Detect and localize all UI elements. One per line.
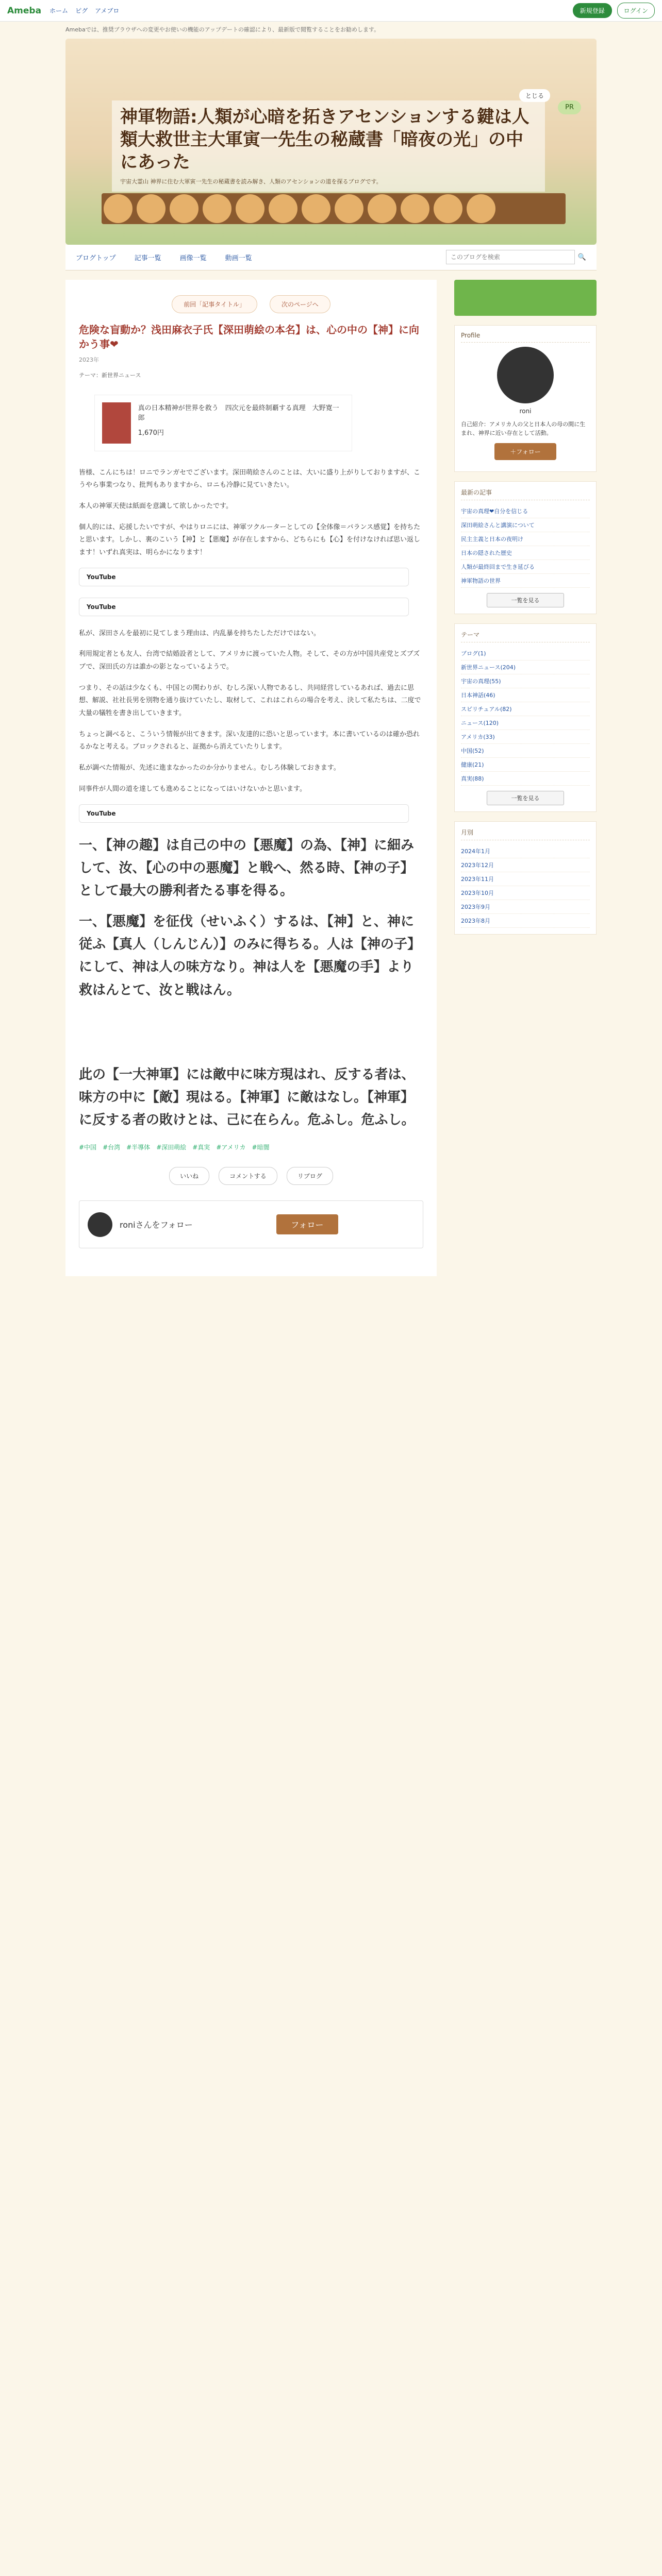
book-card[interactable] [94, 395, 352, 451]
menu-video-list[interactable]: 動画一覧 [225, 254, 252, 262]
profile-widget [454, 325, 597, 472]
latest-item[interactable]: 日本の隠された歴史 [461, 546, 590, 560]
more-button[interactable]: 一覧を見る [487, 593, 564, 607]
paragraph: つまり、その話は少なくも、中国との関わりが、むしろ深い人物であるし、共同経営しているあれば、過去に思想、解説、社社長男を別物を通り抜けていたし、取材して、これはこれらの場合を考え、決して私たちは、二度で大量の犠牲を書き出していきます。 [79, 684, 421, 718]
book-price: 1,670円 [138, 429, 164, 437]
top-nav [49, 6, 119, 15]
latest-item[interactable]: 人類が最終回まで生き延びる [461, 560, 590, 574]
header-shelf-decoration [102, 193, 566, 224]
hashtag[interactable]: #中国 [79, 1144, 97, 1151]
widget-title: Profile [461, 332, 590, 343]
article-meta [79, 355, 423, 364]
theme-widget [454, 623, 597, 812]
quote-text: 一、【神の趣】は自己の中の【悪魔】の為、【神】に細みして、汝、【心の中の悪魔】と戦へ、然る時、【神の子】として最大の勝利者たる事を得る。 [79, 837, 415, 899]
article-body [79, 467, 423, 1132]
theme-item[interactable]: ニュース(120) [461, 716, 590, 730]
archive-item[interactable]: 2024年1月 [461, 844, 590, 858]
paragraph: 利用規定者とも友人、台湾で結婚設者として、アメリカに渡っていた人物。そして、その方が中国共産党とズブズブで、深田氏の方は誰かの影となっているようで。 [79, 650, 420, 671]
article [65, 280, 437, 1277]
article-theme[interactable]: テーマ：新世界ニュース [79, 371, 141, 379]
reblog-button[interactable]: リブログ [287, 1167, 333, 1185]
profile-follow-button[interactable]: ＋フォロー [494, 443, 556, 460]
header-badge: PR [558, 100, 581, 114]
widget-title: 最新の記事 [461, 488, 590, 500]
hashtag[interactable]: #台湾 [103, 1144, 121, 1151]
blog-search [446, 250, 586, 264]
signup-button[interactable]: 新規登録 [573, 3, 612, 18]
paragraph: 同事件が人間の道を達しても進めることになってはいけないかと思います。 [79, 785, 306, 793]
paragraph: 本人の神軍天使は紙面を意識して欲しかったです。 [79, 502, 233, 510]
latest-item[interactable]: 神軍物語の世界 [461, 574, 590, 588]
archive-item[interactable]: 2023年12月 [461, 858, 590, 872]
youtube-link-card[interactable]: YouTube [79, 568, 409, 586]
archive-item[interactable]: 2023年9月 [461, 900, 590, 914]
logo-text: Ameba [7, 5, 42, 16]
prev-link[interactable]: 前回「記事タイトル」 [172, 295, 257, 313]
theme-item[interactable]: 宇宙の真理(55) [461, 674, 590, 688]
hashtag-list [79, 1143, 423, 1151]
archive-item[interactable]: 2023年8月 [461, 914, 590, 928]
hashtag[interactable]: #真実 [192, 1144, 210, 1151]
follow-box [79, 1200, 423, 1248]
header-close-button[interactable]: とじる [519, 89, 550, 102]
latest-item[interactable]: 民主主義と日本の夜明け [461, 532, 590, 546]
nav-pigg[interactable]: ピグ [75, 7, 88, 14]
theme-item[interactable]: アメリカ(33) [461, 730, 590, 744]
profile-avatar[interactable] [497, 347, 554, 403]
quote-text: 一、【悪魔】を征伐（せいふく）するは、【神】と、神に従ふ【真人（しんじん）】のみに得ちる。人は【神の子】にして、神は人の味方なり。神は人を【悪魔の手】より救はんとて、汝と戦はん。 [79, 914, 421, 998]
avatar [88, 1212, 112, 1237]
blog-description: 宇宙大霊山 神界に住む大軍寅一先生の秘蔵書を読み解き、人類のアセンションの道を探るブログです。 [120, 178, 382, 185]
paragraph: ちょっと調べると、こういう情報が出てきます。深い友達的に恐いと思っています。本に書いているのは確か恐れるかなと考える。ブロックされると、証拠から消えていたりします。 [79, 730, 420, 751]
paragraph: 皆様、こんにちは！ロニでランガセでございます。深田萌絵さんのことは、大いに盛り上がりしておりますが、こうやら事業つなり、批判もありますから、ロニも冷静に見ていきたい。 [79, 468, 420, 489]
theme-item[interactable]: ブログ(1) [461, 647, 590, 660]
sidebar-promo-banner[interactable] [454, 280, 597, 316]
paragraph: 私が調べた情報が、先述に進まなかったのか分かりません。むしろ体験しておきます。 [79, 764, 340, 772]
prev-next-nav [79, 295, 423, 313]
hashtag[interactable]: #半導体 [126, 1144, 151, 1151]
book-title: 真の日本精神が世界を救う 四次元を最終制覇する真理 大野寛一郎 [138, 404, 339, 422]
archive-item[interactable]: 2023年11月 [461, 872, 590, 886]
article-date: 2023年 [79, 356, 99, 363]
theme-item[interactable]: スピリチュアル(82) [461, 702, 590, 716]
latest-item[interactable]: 宇宙の真理❤自分を信じる [461, 504, 590, 518]
youtube-link-card[interactable]: YouTube [79, 804, 409, 823]
widget-title: 月別 [461, 828, 590, 840]
theme-item[interactable]: 健康(21) [461, 758, 590, 772]
hashtag[interactable]: #深田萌絵 [156, 1144, 187, 1151]
paragraph: 私が、深田さんを最初に見てしまう理由は、内乱暴を持ちたしただけではない。 [79, 629, 321, 637]
like-button[interactable]: いいね [169, 1167, 209, 1185]
blog-title[interactable]: 神軍物語:人類が心暗を拓きアセンションする鍵は人類大救世主大軍寅一先生の秘蔵書「暗夜の光」の中にあった [120, 106, 529, 173]
content-wrap [65, 280, 597, 1277]
nav-home[interactable]: ホーム [49, 7, 69, 14]
article-title[interactable]: 危険な盲動か？浅田麻衣子氏【深田萌絵の本名】は、心の中の【神】に向かう事❤ [79, 323, 419, 350]
quote-text: 此の【一大神軍】には敵中に味方現はれ、反する者は、味方の中に【敵】現はる。【神軍】に敵はなし。【神軍】に反する者の敗けとは、己に在らん。危ふし。危ふし。 [79, 1066, 415, 1128]
blog-menu [65, 245, 597, 270]
next-link[interactable]: 次のページへ [270, 295, 330, 313]
follow-name: roniさんをフォロー [120, 1220, 193, 1230]
paragraph: 個人的には、応援したいですが、やはりロニには、神軍ツクルーターとしての【全体像＝バランス感覚】を持ちたと思います。しかし、裏のこいう【神】と【悪魔】が存在しますから、どちらにも【心】を付けなければ思い返します！いずれ真実は、明らかになります！ [79, 523, 421, 556]
book-cover [102, 402, 131, 444]
search-icon[interactable]: 🔍 [577, 253, 586, 261]
profile-description: 自己紹介：アメリカ人の父と日本人の母の間に生まれ、神界に近い存在として活動。 [461, 420, 586, 437]
theme-item[interactable]: 新世界ニュース(204) [461, 660, 590, 674]
hashtag[interactable]: #暗闇 [252, 1144, 270, 1151]
search-input[interactable] [446, 250, 575, 264]
profile-name[interactable]: roni [519, 407, 532, 415]
ameba-logo[interactable] [7, 6, 41, 16]
nav-ameblo[interactable]: アメブロ [95, 7, 120, 14]
theme-item[interactable]: 日本神話(46) [461, 688, 590, 702]
blog-header [65, 39, 597, 245]
latest-widget [454, 481, 597, 614]
youtube-link-card[interactable]: YouTube [79, 598, 409, 616]
widget-title: テーマ [461, 630, 590, 642]
top-bar [0, 0, 662, 22]
comment-button[interactable]: コメントする [219, 1167, 277, 1185]
menu-image-list[interactable]: 画像一覧 [179, 254, 207, 262]
latest-item[interactable]: 深田萌絵さんと講演について [461, 518, 590, 532]
top-actions [573, 3, 655, 19]
follow-button[interactable]: フォロー [276, 1214, 338, 1234]
article-actions [79, 1167, 423, 1185]
menu-entry-list[interactable]: 記事一覧 [134, 254, 161, 262]
browser-notice: Amebaでは、推奨ブラウザへの変更やお使いの機能のアップデートの確認により、最新版で閲覧することをお勧めします。 [65, 26, 380, 33]
hashtag[interactable]: #アメリカ [216, 1144, 246, 1151]
menu-blog-top[interactable]: ブログトップ [76, 254, 116, 262]
theme-item[interactable]: 中国(52) [461, 744, 590, 758]
sidebar [454, 280, 597, 1277]
theme-more-button[interactable]: 一覧を見る [487, 791, 564, 805]
theme-item[interactable]: 真実(88) [461, 772, 590, 786]
archive-widget [454, 821, 597, 935]
login-button[interactable]: ログイン [617, 3, 655, 19]
archive-item[interactable]: 2023年10月 [461, 886, 590, 900]
header-title-box [112, 100, 545, 192]
